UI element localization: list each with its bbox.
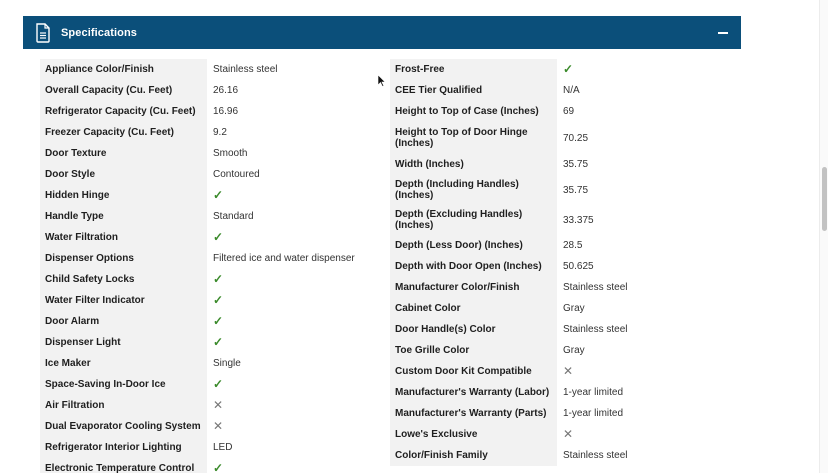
spec-label: Overall Capacity (Cu. Feet) xyxy=(40,80,207,101)
spec-label: Ice Maker xyxy=(40,353,207,374)
spec-label: Lowe's Exclusive xyxy=(390,424,557,445)
spec-label: Toe Grille Color xyxy=(390,340,557,361)
spec-row xyxy=(40,80,380,101)
spec-row xyxy=(40,143,380,164)
minus-icon xyxy=(718,32,728,34)
spec-row xyxy=(390,445,740,466)
specifications-header[interactable] xyxy=(23,16,741,49)
spec-label: Child Safety Locks xyxy=(40,269,207,290)
spec-row xyxy=(390,361,740,382)
scrollbar-thumb[interactable] xyxy=(822,167,827,231)
spec-label: CEE Tier Qualified xyxy=(390,80,557,101)
spec-row xyxy=(40,353,380,374)
spec-row xyxy=(40,101,380,122)
spec-value: 70.25 xyxy=(563,132,589,144)
spec-label: Door Alarm xyxy=(40,311,207,332)
checkmark-icon: ✓ xyxy=(213,335,224,349)
spec-row xyxy=(390,59,740,80)
section-title: Specifications xyxy=(61,26,137,39)
spec-label: Cabinet Color xyxy=(390,298,557,319)
spec-row xyxy=(390,340,740,361)
spec-row xyxy=(390,235,740,256)
spec-label: Depth with Door Open (Inches) xyxy=(390,256,557,277)
spec-label: Water Filtration xyxy=(40,227,207,248)
spec-label: Dispenser Light xyxy=(40,332,207,353)
spec-value: N/A xyxy=(563,85,580,96)
spec-value: 28.5 xyxy=(563,240,583,251)
mouse-cursor-icon xyxy=(378,75,386,87)
checkmark-icon: ✓ xyxy=(213,377,224,391)
spec-row xyxy=(40,311,380,332)
spec-value xyxy=(207,185,380,206)
spec-row xyxy=(40,122,380,143)
spec-label: Appliance Color/Finish xyxy=(40,59,207,80)
spec-value: 35.75 xyxy=(563,159,589,170)
spec-value: Stainless steel xyxy=(563,450,628,461)
spec-value: Stainless steel xyxy=(563,324,628,335)
spec-value xyxy=(207,374,380,395)
spec-label: Manufacturer's Warranty (Parts) xyxy=(390,403,557,424)
spec-label: Color/Finish Family xyxy=(390,445,557,466)
spec-row xyxy=(40,290,380,311)
spec-value: 9.2 xyxy=(213,127,227,138)
checkmark-icon: ✓ xyxy=(213,314,224,328)
spec-row xyxy=(390,424,740,445)
spec-row xyxy=(390,205,740,235)
spec-label: Door Texture xyxy=(40,143,207,164)
spec-value: Stainless steel xyxy=(563,282,628,293)
checkmark-icon: ✓ xyxy=(563,62,574,76)
spec-row xyxy=(40,332,380,353)
spec-row xyxy=(40,227,380,248)
vertical-scrollbar[interactable] xyxy=(819,0,828,473)
spec-label: Space-Saving In-Door Ice xyxy=(40,374,207,395)
specs-table-left xyxy=(40,59,380,473)
spec-row xyxy=(390,298,740,319)
spec-value: 1-year limited xyxy=(563,408,624,419)
spec-row xyxy=(390,122,740,154)
spec-row xyxy=(40,269,380,290)
spec-row xyxy=(40,185,380,206)
spec-value: Standard xyxy=(213,211,254,222)
spec-label: Manufacturer's Warranty (Labor) xyxy=(390,382,557,403)
spec-row xyxy=(390,403,740,424)
spec-value xyxy=(557,361,740,382)
spec-label: Dual Evaporator Cooling System xyxy=(40,416,207,437)
spec-value xyxy=(207,311,380,332)
spec-value: Gray xyxy=(563,345,585,356)
x-mark-icon: ✕ xyxy=(213,419,224,433)
spec-value: 16.96 xyxy=(213,106,239,117)
spec-value xyxy=(207,332,380,353)
spec-value xyxy=(207,395,380,416)
spec-label: Refrigerator Capacity (Cu. Feet) xyxy=(40,101,207,122)
spec-row xyxy=(390,277,740,298)
spec-label: Height to Top of Door Hinge (Inches) xyxy=(390,122,557,154)
checkmark-icon: ✓ xyxy=(213,461,224,473)
spec-value: Stainless steel xyxy=(213,64,278,75)
spec-row xyxy=(390,256,740,277)
spec-row xyxy=(40,416,380,437)
spec-value: 26.16 xyxy=(213,85,239,96)
spec-label: Depth (Less Door) (Inches) xyxy=(390,235,557,256)
spec-value xyxy=(557,59,740,80)
spec-label: Frost-Free xyxy=(390,59,557,80)
spec-label: Depth (Excluding Handles) (Inches) xyxy=(390,205,557,235)
spec-label: Door Style xyxy=(40,164,207,185)
spec-value xyxy=(557,424,740,445)
spec-label: Hidden Hinge xyxy=(40,185,207,206)
spec-label: Door Handle(s) Color xyxy=(390,319,557,340)
spec-label: Handle Type xyxy=(40,206,207,227)
spec-row xyxy=(390,382,740,403)
checkmark-icon: ✓ xyxy=(213,230,224,244)
specs-table-right xyxy=(390,59,740,466)
spec-row xyxy=(40,59,380,80)
spec-row xyxy=(390,319,740,340)
spec-row xyxy=(390,154,740,175)
spec-label: Electronic Temperature Control xyxy=(40,458,207,473)
spec-value: 33.375 xyxy=(563,214,594,226)
spec-row xyxy=(40,206,380,227)
spec-value: Gray xyxy=(563,303,585,314)
spec-value: LED xyxy=(213,442,233,453)
checkmark-icon: ✓ xyxy=(213,272,224,286)
spec-row xyxy=(40,395,380,416)
spec-label: Air Filtration xyxy=(40,395,207,416)
spec-row xyxy=(40,458,380,473)
spec-row xyxy=(390,80,740,101)
spec-value: Filtered ice and water dispenser xyxy=(213,253,355,264)
spec-label: Height to Top of Case (Inches) xyxy=(390,101,557,122)
spec-row xyxy=(40,248,380,269)
x-mark-icon: ✕ xyxy=(563,427,574,441)
spec-value: 1-year limited xyxy=(563,387,624,398)
spec-row xyxy=(390,101,740,122)
spec-label: Width (Inches) xyxy=(390,154,557,175)
spec-value: 35.75 xyxy=(563,184,589,196)
spec-label: Refrigerator Interior Lighting xyxy=(40,437,207,458)
spec-label: Depth (Including Handles) (Inches) xyxy=(390,175,557,205)
spec-value: Contoured xyxy=(213,169,260,180)
spec-value xyxy=(207,269,380,290)
spec-row xyxy=(40,374,380,395)
spec-value xyxy=(207,416,380,437)
spec-row xyxy=(390,175,740,205)
checkmark-icon: ✓ xyxy=(213,188,224,202)
spec-label: Manufacturer Color/Finish xyxy=(390,277,557,298)
spec-value xyxy=(207,458,380,473)
spec-value: 69 xyxy=(563,106,575,117)
checkmark-icon: ✓ xyxy=(213,293,224,307)
document-icon xyxy=(35,23,51,43)
spec-label: Water Filter Indicator xyxy=(40,290,207,311)
collapse-button[interactable] xyxy=(717,27,729,39)
spec-value xyxy=(207,290,380,311)
spec-label: Dispenser Options xyxy=(40,248,207,269)
x-mark-icon: ✕ xyxy=(563,364,574,378)
spec-row xyxy=(40,164,380,185)
spec-value: Single xyxy=(213,358,241,369)
spec-value: 50.625 xyxy=(563,261,594,272)
spec-row xyxy=(40,437,380,458)
spec-label: Custom Door Kit Compatible xyxy=(390,361,557,382)
spec-label: Freezer Capacity (Cu. Feet) xyxy=(40,122,207,143)
spec-value: Smooth xyxy=(213,148,248,159)
x-mark-icon: ✕ xyxy=(213,398,224,412)
spec-value xyxy=(207,227,380,248)
